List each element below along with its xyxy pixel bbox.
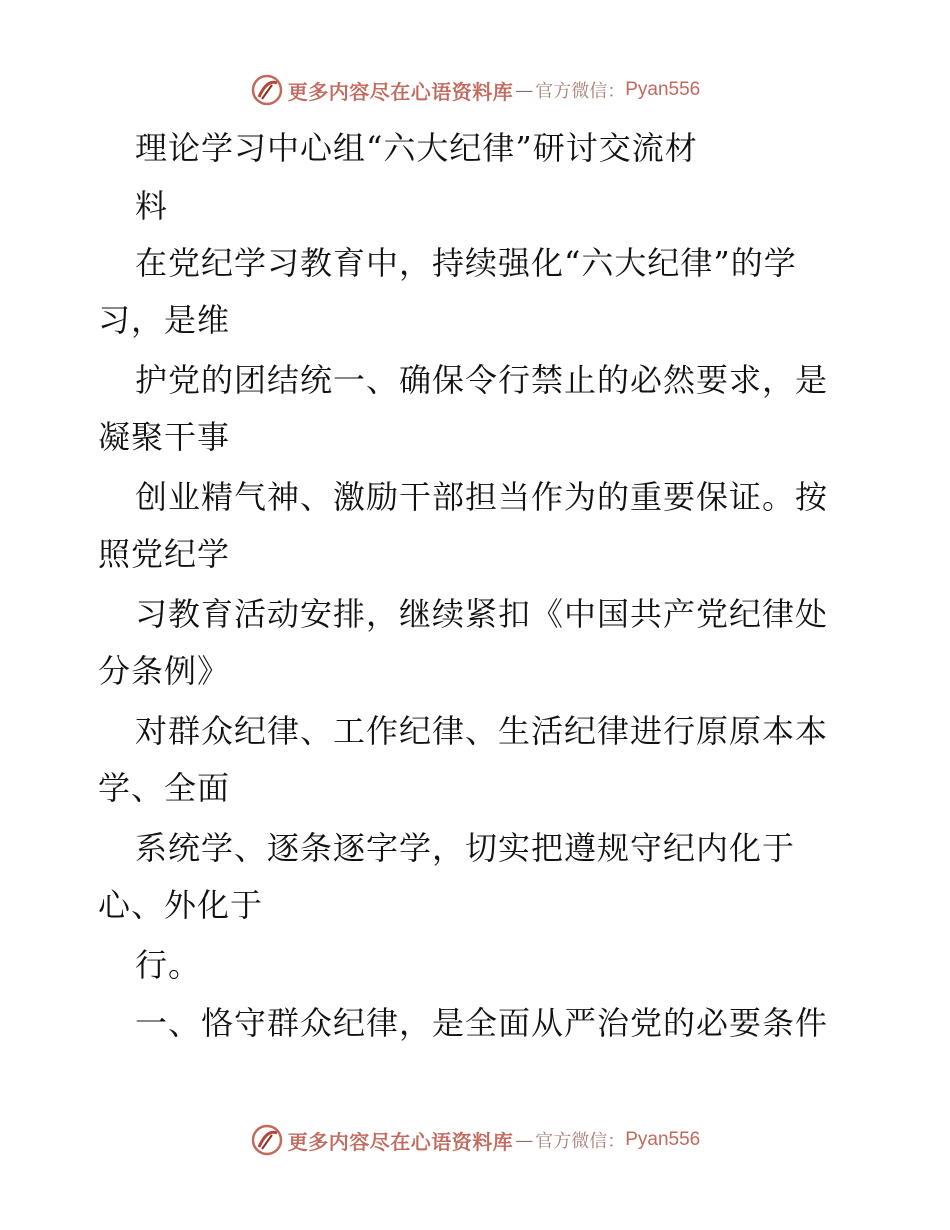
paragraph-line: 学、全面 — [98, 769, 231, 807]
section-heading: 一、恪守群众纪律，是全面从严治党的必要条件 — [135, 1004, 829, 1042]
paragraph-line: 心、外化于 — [98, 886, 264, 924]
paragraph-line: 在党纪学习教育中，持续强化“六大纪律”的学 — [135, 244, 797, 282]
brand-logo-icon — [250, 1123, 284, 1157]
paragraph-line: 行。 — [135, 946, 202, 984]
paragraph-line: 护党的团结统一、确保令行禁止的必然要求，是 — [135, 361, 829, 399]
doc-title-line-2: 料 — [135, 187, 169, 225]
paragraph-line: 分条例》 — [98, 652, 231, 690]
header-banner — [0, 70, 950, 110]
banner-wechat-label: 官方微信： — [535, 81, 626, 102]
paragraph-line: 系统学、逐条逐字学，切实把遵规守纪内化于 — [135, 829, 796, 867]
paragraph-line: 创业精气神、激励干部担当作为的重要保证。按 — [135, 478, 829, 516]
doc-title-line-1: 理论学习中心组“六大纪律”研讨交流材 — [135, 129, 698, 167]
banner-dash: — — [515, 79, 534, 101]
banner-wechat-id: Pyan556 — [625, 79, 701, 100]
paragraph-line: 习，是维 — [98, 301, 231, 339]
banner-wechat-label: 官方微信： — [535, 1131, 626, 1152]
footer-banner — [0, 1120, 950, 1160]
paragraph-line: 习教育活动安排，继续紧扣《中国共产党纪律处 — [135, 595, 829, 633]
banner-text: 更多内容尽在心语资料库 — [287, 79, 514, 104]
paragraph-line: 照党纪学 — [98, 535, 231, 573]
brand-logo-icon — [250, 73, 284, 107]
paragraph-line: 凝聚干事 — [98, 418, 231, 456]
banner-wechat-id: Pyan556 — [625, 1129, 701, 1150]
banner-dash: — — [515, 1129, 534, 1151]
banner-text: 更多内容尽在心语资料库 — [287, 1129, 514, 1154]
paragraph-line: 对群众纪律、工作纪律、生活纪律进行原原本本 — [135, 712, 829, 750]
